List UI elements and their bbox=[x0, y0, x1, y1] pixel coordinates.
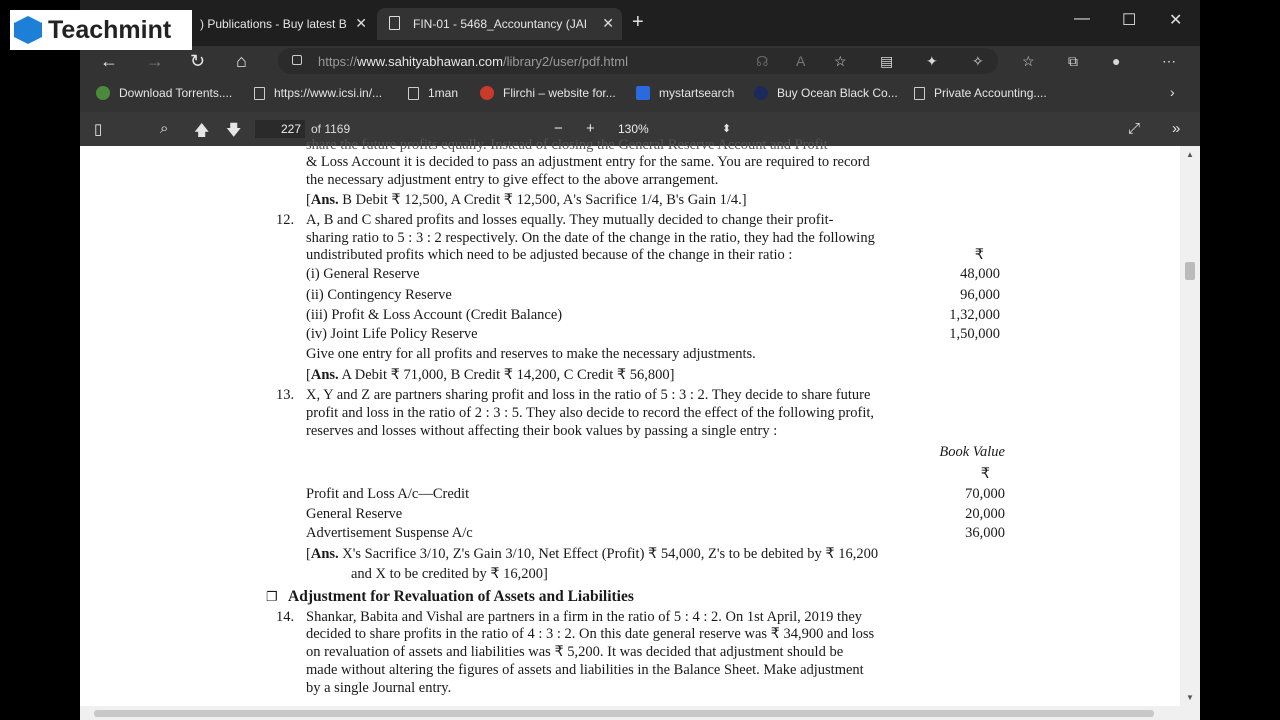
item-label: (i) General Reserve bbox=[306, 266, 420, 282]
answer-line: [Ans. A Debit ₹ 71,000, B Credit ₹ 14,200, C Credit ₹ 56,800] bbox=[306, 367, 675, 383]
item-value: 20,000 bbox=[965, 506, 1005, 522]
column-header: Book Value bbox=[939, 444, 1005, 460]
question-number: 12. bbox=[276, 212, 295, 228]
fullscreen-icon[interactable]: ⤢ bbox=[1128, 120, 1141, 137]
bookmark-item[interactable] bbox=[408, 86, 458, 100]
page-number-input[interactable]: 227 bbox=[255, 120, 305, 138]
answer-line: [Ans. X's Sacrifice 3/10, Z's Gain 3/10, Net Effect (Profit) ₹ 54,000, Z's to be debited by ₹ 16,200 bbox=[306, 546, 879, 562]
pdf-page bbox=[80, 137, 1180, 706]
text-line: profit and loss in the ratio of 2 : 3 : 5. They also decide to record the effect of the following profit, bbox=[306, 405, 875, 421]
favorites-icon[interactable]: ☆ bbox=[1022, 53, 1035, 69]
more-tools-icon[interactable]: » bbox=[1172, 120, 1181, 137]
text-line: reserves and losses without affecting their book values by passing a single entry : bbox=[306, 423, 778, 439]
lock-icon bbox=[292, 55, 302, 65]
text-line: by a single Journal entry. bbox=[306, 680, 452, 696]
bookmark-label: Flirchi – website for... bbox=[503, 86, 616, 100]
text-size-icon[interactable]: A bbox=[796, 53, 806, 69]
pdf-viewer[interactable] bbox=[80, 137, 1200, 720]
site-icon bbox=[480, 86, 494, 100]
url-text: https://www.sahityabhawan.com/library2/user/pdf.html bbox=[318, 54, 628, 69]
browser-window bbox=[80, 0, 1200, 720]
teachmint-logo bbox=[10, 10, 192, 50]
favorite-add-icon[interactable]: ☆ bbox=[834, 53, 847, 69]
currency-header: ₹ bbox=[980, 466, 990, 482]
zoom-out-button[interactable]: − bbox=[554, 120, 563, 137]
profile-avatar[interactable]: ● bbox=[1112, 53, 1121, 69]
bookmark-label: Download Torrents.... bbox=[119, 86, 233, 100]
zoom-in-button[interactable]: + bbox=[586, 120, 595, 137]
scroll-thumb[interactable] bbox=[94, 710, 1154, 717]
bookmark-item[interactable] bbox=[480, 86, 616, 100]
document-icon bbox=[389, 16, 400, 30]
bookmark-label: Buy Ocean Black Co... bbox=[777, 86, 898, 100]
back-icon[interactable]: ← bbox=[100, 51, 118, 71]
section-box-icon: ❐ bbox=[266, 589, 278, 604]
window-close-icon[interactable]: ✕ bbox=[1169, 12, 1183, 29]
text-line: X, Y and Z are partners sharing profit and loss in the ratio of 5 : 3 : 2. They decide to share future bbox=[306, 387, 871, 403]
text-line: made without altering the figures of assets and liabilities in the Balance Sheet. Make adjustment bbox=[306, 662, 864, 678]
bookmark-item[interactable] bbox=[754, 86, 898, 100]
text-line: the necessary adjustment entry to give effect to the above arrangement. bbox=[306, 172, 719, 188]
next-page-icon[interactable]: 🡇 bbox=[226, 122, 242, 139]
text-line: decided to share profits in the ratio of 4 : 3 : 2. On this date general reserve was ₹ 34,900 and loss bbox=[306, 626, 875, 642]
sidebar-toggle-icon[interactable]: ▯ bbox=[94, 121, 103, 138]
page-count: of 1169 bbox=[311, 122, 351, 136]
site-icon bbox=[96, 86, 110, 100]
item-value: 1,32,000 bbox=[949, 307, 1000, 323]
tab-strip bbox=[80, 0, 1200, 46]
tab-pdf[interactable] bbox=[377, 8, 622, 40]
item-label: (ii) Contingency Reserve bbox=[306, 287, 452, 303]
extension-icon[interactable]: ✦ bbox=[926, 53, 938, 69]
currency-header: ₹ bbox=[974, 247, 984, 263]
navigation-toolbar bbox=[80, 46, 1200, 76]
more-menu-icon[interactable]: ⋯ bbox=[1162, 53, 1176, 69]
item-label: (iii) Profit & Loss Account (Credit Balance) bbox=[306, 307, 563, 323]
text-line: sharing ratio to 5 : 3 : 2 respectively. On the date of the change in the ratio, they had the following bbox=[306, 230, 875, 246]
tab-title: FIN-01 - 5468_Accountancy (JAI bbox=[413, 17, 588, 31]
minimize-icon[interactable]: — bbox=[1074, 10, 1090, 27]
chevron-right-icon[interactable]: › bbox=[1170, 84, 1175, 100]
item-label: General Reserve bbox=[306, 506, 403, 522]
section-heading: Adjustment for Revaluation of Assets and Liabilities bbox=[288, 588, 634, 605]
question-number: 13. bbox=[276, 387, 295, 403]
logo-icon bbox=[14, 16, 42, 44]
close-icon[interactable]: ✕ bbox=[355, 15, 367, 31]
new-tab-icon[interactable]: + bbox=[632, 11, 644, 33]
read-aloud-icon[interactable]: ☊ bbox=[756, 53, 769, 69]
scroll-up-icon[interactable]: ▲ bbox=[1186, 150, 1194, 159]
zoom-level[interactable]: 130% bbox=[618, 122, 649, 136]
scroll-thumb[interactable] bbox=[1185, 262, 1195, 280]
item-label: Profit and Loss A/c—Credit bbox=[306, 486, 470, 502]
bookmark-item[interactable] bbox=[636, 86, 734, 100]
bookmark-item[interactable] bbox=[254, 86, 382, 100]
text-line: & Loss Account it is decided to pass an adjustment entry for the same. You are required to record bbox=[306, 154, 870, 170]
bookmark-item[interactable] bbox=[914, 86, 1047, 100]
puzzle-icon[interactable]: ✧ bbox=[972, 53, 984, 69]
home-icon[interactable]: ⌂ bbox=[236, 51, 247, 71]
logo-text: Teachmint bbox=[48, 15, 172, 44]
refresh-icon[interactable]: ↻ bbox=[190, 51, 206, 71]
page-icon bbox=[408, 87, 419, 100]
item-value: 1,50,000 bbox=[949, 326, 1000, 342]
question-number: 14. bbox=[276, 609, 295, 625]
maximize-icon[interactable]: ☐ bbox=[1122, 12, 1137, 29]
text-line: Give one entry for all profits and reserves to make the necessary adjustments. bbox=[306, 346, 756, 362]
forward-icon[interactable]: → bbox=[146, 51, 164, 71]
page-icon bbox=[914, 87, 925, 100]
horizontal-scrollbar[interactable] bbox=[80, 706, 1200, 720]
item-label: (iv) Joint Life Policy Reserve bbox=[306, 326, 478, 342]
tab-title: ) Publications - Buy latest B bbox=[200, 17, 347, 31]
item-label: Advertisement Suspense A/c bbox=[306, 525, 473, 541]
answer-line: [Ans. B Debit ₹ 12,500, A Credit ₹ 12,500, A's Sacrifice 1/4, B's Gain 1/4.] bbox=[306, 192, 747, 208]
text-line: Shankar, Babita and Vishal are partners in a firm in the ratio of 5 : 4 : 2. On 1st April, 2019 they bbox=[306, 609, 863, 625]
text-line: A, B and C shared profits and losses equally. They mutually decided to change their profit- bbox=[306, 212, 834, 228]
bookmark-label: Private Accounting.... bbox=[934, 86, 1047, 100]
bookmark-label: mystartsearch bbox=[659, 86, 735, 100]
close-icon[interactable]: ✕ bbox=[602, 15, 614, 31]
zoom-dropdown-icon[interactable]: ⬍ bbox=[722, 123, 732, 135]
previous-page-icon[interactable]: 🡅 bbox=[194, 122, 210, 139]
text-line: on revaluation of assets and liabilities was ₹ 5,200. It was decided that adjustment should be bbox=[306, 644, 844, 660]
site-icon bbox=[754, 86, 768, 100]
scroll-down-icon[interactable]: ▼ bbox=[1186, 693, 1194, 702]
item-value: 96,000 bbox=[960, 287, 1000, 303]
tab-publications[interactable] bbox=[190, 8, 375, 40]
tabs-icon[interactable]: ⧉ bbox=[1068, 53, 1078, 69]
bookmarks-bar bbox=[80, 76, 1200, 112]
item-value: 48,000 bbox=[960, 266, 1000, 282]
bookmark-item[interactable] bbox=[96, 86, 232, 100]
answer-line: and X to be credited by ₹ 16,200] bbox=[351, 566, 548, 582]
search-icon[interactable]: ⌕ bbox=[160, 120, 169, 137]
bookmark-label: 1man bbox=[428, 86, 459, 100]
item-value: 70,000 bbox=[965, 486, 1005, 502]
site-icon bbox=[636, 86, 650, 100]
text-line: share the future profits equally. Instead of closing the General Reserve Account and Profit bbox=[306, 137, 828, 153]
item-value: 36,000 bbox=[965, 525, 1005, 541]
vertical-scrollbar[interactable] bbox=[1180, 146, 1200, 706]
text-line: undistributed profits which need to be adjusted because of the change in their ratio : bbox=[306, 247, 793, 263]
bookmark-label: https://www.icsi.in/... bbox=[274, 86, 383, 100]
page-icon bbox=[254, 87, 265, 100]
collections-icon[interactable]: ▤ bbox=[880, 53, 894, 69]
